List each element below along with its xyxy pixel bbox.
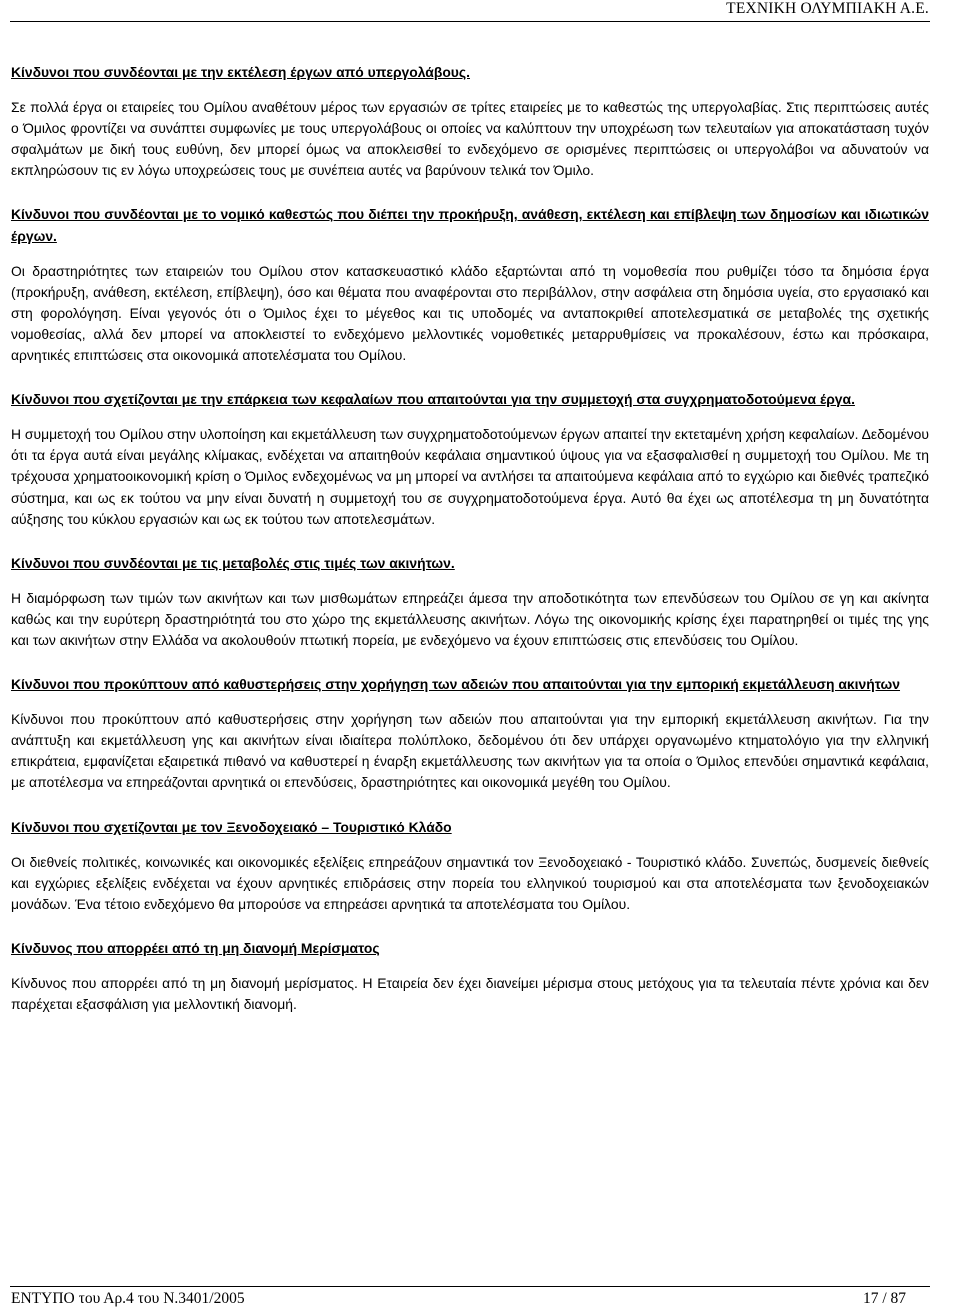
- page-content: [11, 62, 929, 1015]
- risk-section: [11, 204, 929, 366]
- footer-rule: [10, 1286, 930, 1287]
- section-body: Σε πολλά έργα οι εταιρείες του Ομίλου αναθέτουν μέρος των εργασιών σε τρίτες εταιρείες με το καθεστώς της υπεργολαβίας. Στις περιπτώσεις αυτές ο Όμιλος φροντίζει να συνάπτει συμφωνίες με τους υπεργολάβους οι οποίες να καλύπτουν την υποχρέωση των τελευταίων για αποκατάσταση τυχόν σφαλμάτων με δική τους ευθύνη, δεν μπορεί όμως να αποκλεισθεί το ενδεχόμενο σε ορισμένες περιπτώσεις οι υπεργολάβοι να αδυνατούν να εκπληρώσουν τις εν λόγω υποχρεώσεις τους με συνέπεια αυτές να βαρύνουν τελικά τον Όμιλο.: [11, 99, 929, 179]
- section-body: Οι δραστηριότητες των εταιρειών του Ομίλου στον κατασκευαστικό κλάδο εξαρτώνται από τη νομοθεσία που ρυθμίζει τόσο τα δημόσια έργα (προκήρυξη, ανάθεση, εκτέλεση, επίβλεψη), όσο και θέματα που αναφέρονται στο περιβάλλον, στην ασφάλεια στη δημόσια υγεία, στο εργασιακό και στη φορολόγηση. Είναι γεγονός ότι ο Όμιλος έχει το μέγεθος και τις υποδομές να ανταποκριθεί αποτελεσματικά σε μεταβολές της σχετικής νομοθεσίας, αλλά δεν μπορεί να αποκλειστεί το ενδεχόμενο μελλοντικές νομοθετικές μεταρρυθμίσεις να προκαλέσουν, έστω και πρόσκαιρα, αρνητικές επιπτώσεις στα οικονομικά αποτελέσματα του Ομίλου.: [11, 262, 929, 364]
- section-heading: Κίνδυνοι που σχετίζονται με τον Ξενοδοχειακό – Τουριστικό Κλάδο: [11, 818, 452, 835]
- page-number: 17 / 87: [862, 1290, 906, 1307]
- header-company-name: ΤΕΧΝΙΚΗ ΟΛΥΜΠΙΑΚΗ Α.Ε.: [726, 0, 929, 17]
- section-heading: Κίνδυνοι που σχετίζονται με την επάρκεια των κεφαλαίων που απαιτούνται για την συμμετοχή στα συγχρηματοδοτούμενα έργα.: [11, 391, 855, 408]
- risk-section: [11, 553, 929, 651]
- section-heading: Κίνδυνος που απορρέει από τη μη διανομή Μερίσματος: [11, 939, 380, 956]
- section-heading: Κίνδυνοι που προκύπτουν από καθυστερήσεις στην χορήγηση των αδειών που απαιτούνται για την εμπορική εκμετάλλευση ακινήτων: [11, 676, 901, 693]
- risk-section: [11, 674, 929, 793]
- risk-section: [11, 938, 929, 1015]
- risk-section: [11, 62, 929, 181]
- section-heading: Κίνδυνοι που συνδέονται με την εκτέλεση έργων από υπεργολάβους.: [11, 64, 470, 80]
- section-body: Κίνδυνος που απορρέει από τη μη διανομή μερίσματος. Η Εταιρεία δεν έχει διανείμει μέρισμα στους μετόχους για τα τελευταία πέντε χρόνια και δεν παρέχεται εξασφάλιση για μελλοντική διανομή.: [11, 975, 929, 1013]
- header-rule: [10, 21, 930, 22]
- section-body: Η συμμετοχή του Ομίλου στην υλοποίηση και εκμετάλλευση των συγχρηματοδοτούμενων έργων απαιτεί την εκτεταμένη χρήση κεφαλαίων. Δεδομένου ότι τα έργα αυτά είναι μεγάλης κλίμακας, ενδέχεται να απαιτηθούν κεφάλαια σημαντικού ύψους για να εξασφαλισθεί η συμμετοχή του Ομίλου. Με τη τρέχουσα χρηματοοικονομική κρίση ο Όμιλος ενδεχομένως να μη μπορεί να αντλήσει τα απαιτούμενα κεφάλαια από το εγχώριο και διεθνές τραπεζικό σύστημα, και ως εκ τούτου να μην είναι δυνατή η συμμετοχή του σε συγχρηματοδοτούμενα έργα. Αυτό θα έχει ως αποτέλεσμα τη μη δυνατότητα αύξησης του κύκλου εργασιών και ως εκ τούτου των αποτελεσμάτων.: [11, 426, 929, 527]
- section-body: Κίνδυνοι που προκύπτουν από καθυστερήσεις στην χορήγηση των αδειών που απαιτούνται για την εμπορική εκμετάλλευση ακινήτων. Για την ανάπτυξη και εκμετάλλευση γης και ακινήτων είναι ιδιαίτερα πολύπλοκο, δεδομένου ότι δεν υπάρχει οργανωμένο κτηματολόγιο για την ελληνική επικράτεια, εμφανίζεται εξαιρετικά πιθανό να καθυστερεί η έναρξη εκμετάλλευσης των ακινήτων για τα οποία ο Όμιλος επενδύει σημαντικά κεφάλαια, με αποτέλεσμα να επηρεάζονται αρνητικά οι επενδύσεις, δραστηριότητες και οικονομικά μεγέθη του Ομίλου.: [11, 711, 929, 791]
- section-heading: Κίνδυνοι που συνδέονται με το νομικό καθεστώς που διέπει την προκήρυξη, ανάθεση, εκτέλεση και επίβλεψη των δημοσίων και ιδιωτικών έργων.: [11, 206, 929, 244]
- risk-section: [11, 817, 929, 915]
- section-heading: Κίνδυνοι που συνδέονται με τις μεταβολές στις τιμές των ακινήτων.: [11, 554, 455, 571]
- section-body: Οι διεθνείς πολιτικές, κοινωνικές και οικονομικές εξελίξεις επηρεάζουν σημαντικά τον Ξενοδοχειακό - Τουριστικό κλάδο. Συνεπώς, δυσμενείς διεθνείς και εγχώριες εξελίξεις ενδέχεται να έχουν αρνητικές επιδράσεις στην πορεία του ελληνικού τουρισμού και στα αποτελέσματα των ξενοδοχειακών μονάδων. Ένα τέτοιο ενδεχόμενο θα μπορούσε να επηρεάσει αρνητικά τα αποτελέσματα του Ομίλου.: [11, 853, 929, 912]
- risk-section: [11, 389, 929, 530]
- section-body: Η διαμόρφωση των τιμών των ακινήτων και των μισθωμάτων επηρεάζει άμεσα την αποδοτικότητα των επενδύσεων του Ομίλου σε γη και ακίνητα καθώς και την ευρύτερη δραστηριότητά του στο χώρο της εκμετάλλευσης ακινήτων. Λόγω της οικονομικής κρίσης έχει παρατηρηθεί οι τιμές της γης και των ακινήτων στην Ελλάδα να ακολουθούν πτωτική πορεία, με ενδεχόμενο να έχουν επιπτώσεις στις επενδύσεις του Ομίλου.: [11, 589, 929, 648]
- footer-document-reference: ΕΝΤΥΠΟ του Αρ.4 του Ν.3401/2005: [11, 1290, 245, 1307]
